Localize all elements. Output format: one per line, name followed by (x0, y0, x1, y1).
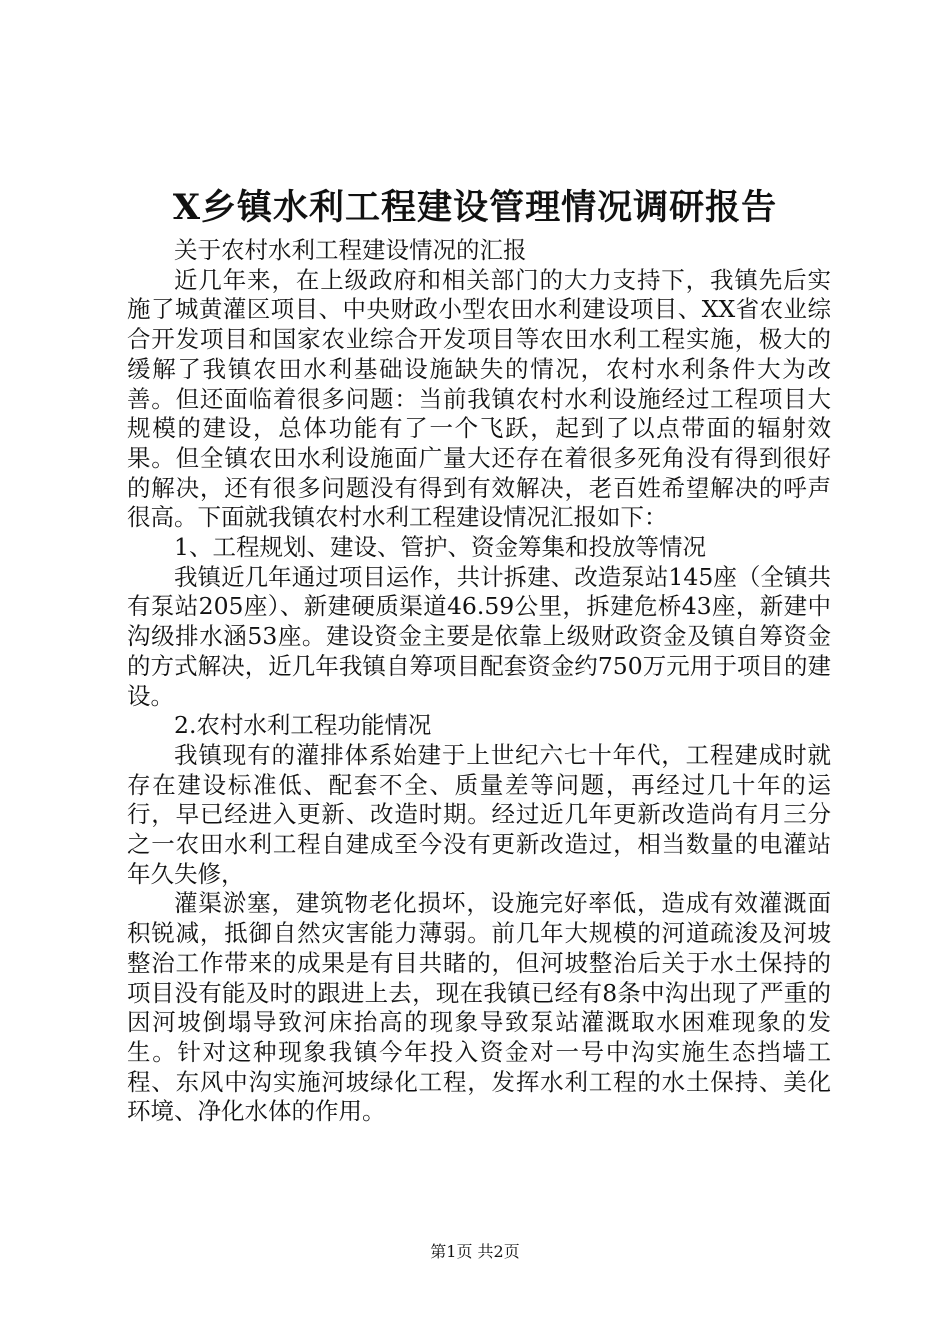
section-heading-2: 2.农村水利工程功能情况 (174, 711, 432, 740)
intro-paragraph: 近几年来，在上级政府和相关部门的大力支持下，我镇先后实施了城黄灌区项目、中央财政小型农田水利建设项目、XX省农业综合开发项目和国家农业综合开发项目等农田水利工程实施，极大的缓解了我镇农田水利基础设施缺失的情况，农村水利条件大为改善。但还面临着很多问题：当前我镇农村水利设施经过工程项目大规模的建设，总体功能有了一个飞跃，起到了以点带面的辐射效果。但全镇农田水利设施面广量大还存在着很多死角没有得到很好的解决，还有很多问题没有得到有效解决，老百姓希望解决的呼声很高。下面就我镇农村水利工程建设情况汇报如下： (127, 265, 831, 532)
report-subtitle: 关于农村水利工程建设情况的汇报 (174, 236, 527, 264)
page-footer: 第1页 共2页 (430, 1242, 520, 1261)
document-body (127, 236, 831, 1127)
section-heading-1: 1、工程规划、建设、管护、资金筹集和投放等情况 (174, 533, 706, 562)
document-title: X乡镇水利工程建设管理情况调研报告 (172, 187, 778, 228)
section-2-paragraph-1: 我镇现有的灌排体系始建于上世纪六七十年代，工程建成时就存在建设标准低、配套不全、质量差等问题，再经过几十年的运行，早已经进入更新、改造时期。经过近几年更新改造尚有月三分之一农田水利工程自建成至今没有更新改造过，相当数量的电灌站年久失修， (127, 740, 831, 888)
section-1-paragraph: 我镇近几年通过项目运作，共计拆建、改造泵站145座（全镇共有泵站205座）、新建硬质渠道46.59公里，拆建危桥43座，新建中沟级排水涵53座。建设资金主要是依靠上级财政资金及镇自筹资金的方式解决，近几年我镇自筹项目配套资金约750万元用于项目的建设。 (127, 562, 831, 710)
section-2-paragraph-2: 灌渠淤塞，建筑物老化损坏，设施完好率低，造成有效灌溉面积锐减，抵御自然灾害能力薄弱。前几年大规模的河道疏浚及河坡整治工作带来的成果是有目共睹的，但河坡整治后关于水土保持的项目没有能及时的跟进上去，现在我镇已经有8条中沟出现了严重的因河坡倒塌导致河床抬高的现象导致泵站灌溉取水困难现象的发生。针对这种现象我镇今年投入资金对一号中沟实施生态挡墙工程、东风中沟实施河坡绿化工程，发挥水利工程的水土保持、美化环境、净化水体的作用。 (127, 889, 831, 1126)
